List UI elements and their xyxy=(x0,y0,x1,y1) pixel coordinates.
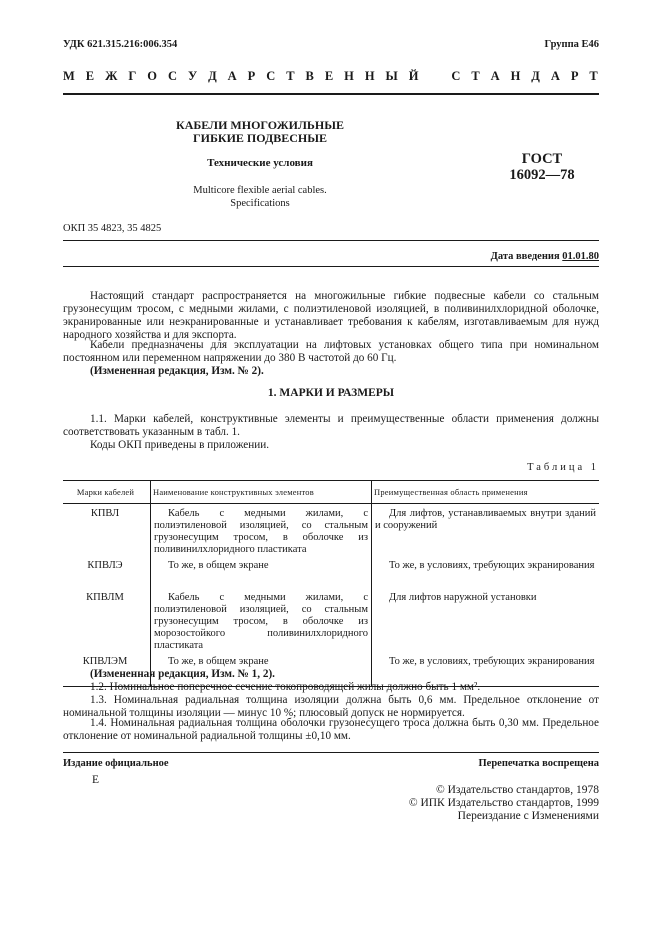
copyright-line-1: © Издательство стандартов, 1978 xyxy=(435,784,599,796)
banner-letter: Й xyxy=(408,69,419,83)
title-line-2: ГИБКИЕ ПОДВЕСНЫЕ xyxy=(192,131,328,145)
cell-elements: Кабель с медными жилами, с полиэтиленовой изоляцией, со стальным грузонесущим тросом, в оболочке из морозостойкого поливинилхлоридного пластиката xyxy=(154,592,368,651)
interstate-standard-banner xyxy=(63,70,598,83)
header-rule xyxy=(63,93,599,95)
table-row xyxy=(63,588,599,652)
cell-application: Для лифтов наружной установки xyxy=(389,592,537,603)
section-heading: 1. МАРКИ И РАЗМЕРЫ xyxy=(267,387,395,399)
udk-code: УДК 621.315.216:006.354 xyxy=(63,39,178,50)
banner-letter: Т xyxy=(471,69,480,83)
copyright-block xyxy=(409,784,599,823)
divider xyxy=(63,266,599,267)
table-caption: Таблица 1 xyxy=(527,462,599,473)
document-title xyxy=(120,119,400,145)
cell-mark: КПВЛ xyxy=(90,508,120,519)
cell-application: То же, в условиях, требующих экранирования xyxy=(389,560,595,571)
copyright-line-2: © ИПК Издательство стандартов, 1999 xyxy=(408,797,599,809)
cell-elements: То же, в общем экране xyxy=(168,560,269,571)
banner-letter: Е xyxy=(324,69,334,83)
banner-letter: У xyxy=(187,69,198,83)
banner-letter: Ж xyxy=(105,69,118,83)
intro-paragraph-1: Настоящий стандарт распространяется на многожильные гибкие подвесные кабели со стальным грузонесущим тросом, с медными жилами, с полиэтиленовой изоляцией, в поливинилхлоридной оболочке, экранированные или неэкранированные и устанавливает требования к кабелям, изготавливаемым для нужд народного хозяйства и для экспорта. xyxy=(63,290,599,341)
introduction-date-value: 01.01.80 xyxy=(562,251,599,262)
banner-letter: Д xyxy=(208,69,217,83)
banner-letter: С xyxy=(451,69,461,83)
subtitle: Технические условия xyxy=(207,157,313,169)
column-header-application: Преимущественная область применения xyxy=(372,481,600,504)
gost-label: ГОСТ xyxy=(521,151,563,167)
table-row xyxy=(63,504,599,557)
title-line-1: КАБЕЛИ МНОГОЖИЛЬНЫЕ xyxy=(176,118,344,132)
amendment-note: (Измененная редакция, Изм. № 1, 2). xyxy=(90,668,275,680)
clause-1-4: 1.4. Номинальная радиальная толщина оболочки грузонесущего троса должна быть 0,30 мм. Предельное отклонение от номинальной радиальной толщины ±0,10 мм. xyxy=(63,717,599,742)
clause-1-1: 1.1. Марки кабелей, конструктивные элементы и преимущественные области применения должны соответствовать указанным в табл. 1. xyxy=(63,413,599,438)
table-header-row xyxy=(63,481,599,504)
banner-letter: В xyxy=(305,69,314,83)
banner-letter: А xyxy=(490,69,500,83)
banner-letter: Н xyxy=(364,69,375,83)
banner-letter: М xyxy=(63,69,75,83)
introduction-date-label: Дата введения xyxy=(490,251,563,262)
cell-elements: Кабель с медными жилами, с полиэтиленовой изоляцией, со стальным грузонесущим тросом, в оболочке из поливинилхлоридного пластиката xyxy=(154,508,368,555)
cell-application: Для лифтов, устанавливаемых внутри зданий и сооружений xyxy=(375,508,596,531)
banner-letter: Н xyxy=(344,69,354,83)
cell-mark: КПВЛМ xyxy=(86,592,124,603)
banner-letter: Р xyxy=(247,69,256,83)
banner-letter: Т xyxy=(589,69,598,83)
banner-letter: Г xyxy=(128,69,137,83)
banner-letter: А xyxy=(227,69,237,83)
clause-1-3: 1.3. Номинальная радиальная толщина изоляции должна быть 0,6 мм. Предельное отклонение от номинальной толщины изоляции — минус 10 %; плюсовый допуск не нормируется. xyxy=(63,694,599,719)
footer-rule xyxy=(63,752,599,753)
cable-marks-table xyxy=(63,480,599,687)
column-header-elements: Наименование конструктивных элементов xyxy=(151,481,372,504)
amendment-note: (Измененная редакция, Изм. № 2). xyxy=(90,365,264,377)
banner-letter: О xyxy=(147,69,158,83)
column-header-marks: Марки кабелей xyxy=(63,481,151,504)
english-title-line-2: Specifications xyxy=(230,198,290,209)
english-title xyxy=(120,184,400,210)
banner-letter: С xyxy=(266,69,276,83)
introduction-date xyxy=(491,250,599,263)
banner-letter: С xyxy=(167,69,178,83)
gost-number: 16092—78 xyxy=(509,167,575,183)
reprint-prohibited-label: Перепечатка воспрещена xyxy=(478,758,599,769)
cell-mark: КПВЛЭМ xyxy=(63,652,151,687)
banner-letter: Е xyxy=(85,69,95,83)
banner-letter: Д xyxy=(531,69,540,83)
banner-letter: А xyxy=(550,69,560,83)
intro-paragraph-2: Кабели предназначены для эксплуатации на лифтовых установках общего типа при номинальном постоянном или переменном напряжении до 380 В частотой до 60 Гц. xyxy=(63,339,599,364)
gost-designation xyxy=(497,151,587,183)
table-row xyxy=(63,556,599,588)
group-code: Группа Е46 xyxy=(544,39,599,50)
official-edition-label: Издание официальное xyxy=(63,758,169,769)
cell-elements: То же, в общем экране xyxy=(168,656,269,667)
clause-1-2: 1.2. Номинальное поперечное сечение токопроводящей жилы должно быть 1 мм². xyxy=(90,681,481,693)
edition-letter: Е xyxy=(92,774,100,786)
reissue-note: Переиздание с Изменениями xyxy=(457,810,599,822)
cell-mark: КПВЛЭ xyxy=(87,560,123,571)
banner-letter: Н xyxy=(510,69,521,83)
divider xyxy=(63,240,599,241)
okp-codes: ОКП 35 4823, 35 4825 xyxy=(63,223,162,234)
cell-application: То же, в условиях, требующих экранирования xyxy=(389,656,595,667)
clause-1-1-okp: Коды ОКП приведены в приложении. xyxy=(90,439,270,451)
english-title-line-1: Multicore flexible aerial cables. xyxy=(193,185,327,196)
banner-letter: Т xyxy=(286,69,295,83)
banner-letter: Р xyxy=(570,69,579,83)
banner-letter: Ы xyxy=(385,69,398,83)
